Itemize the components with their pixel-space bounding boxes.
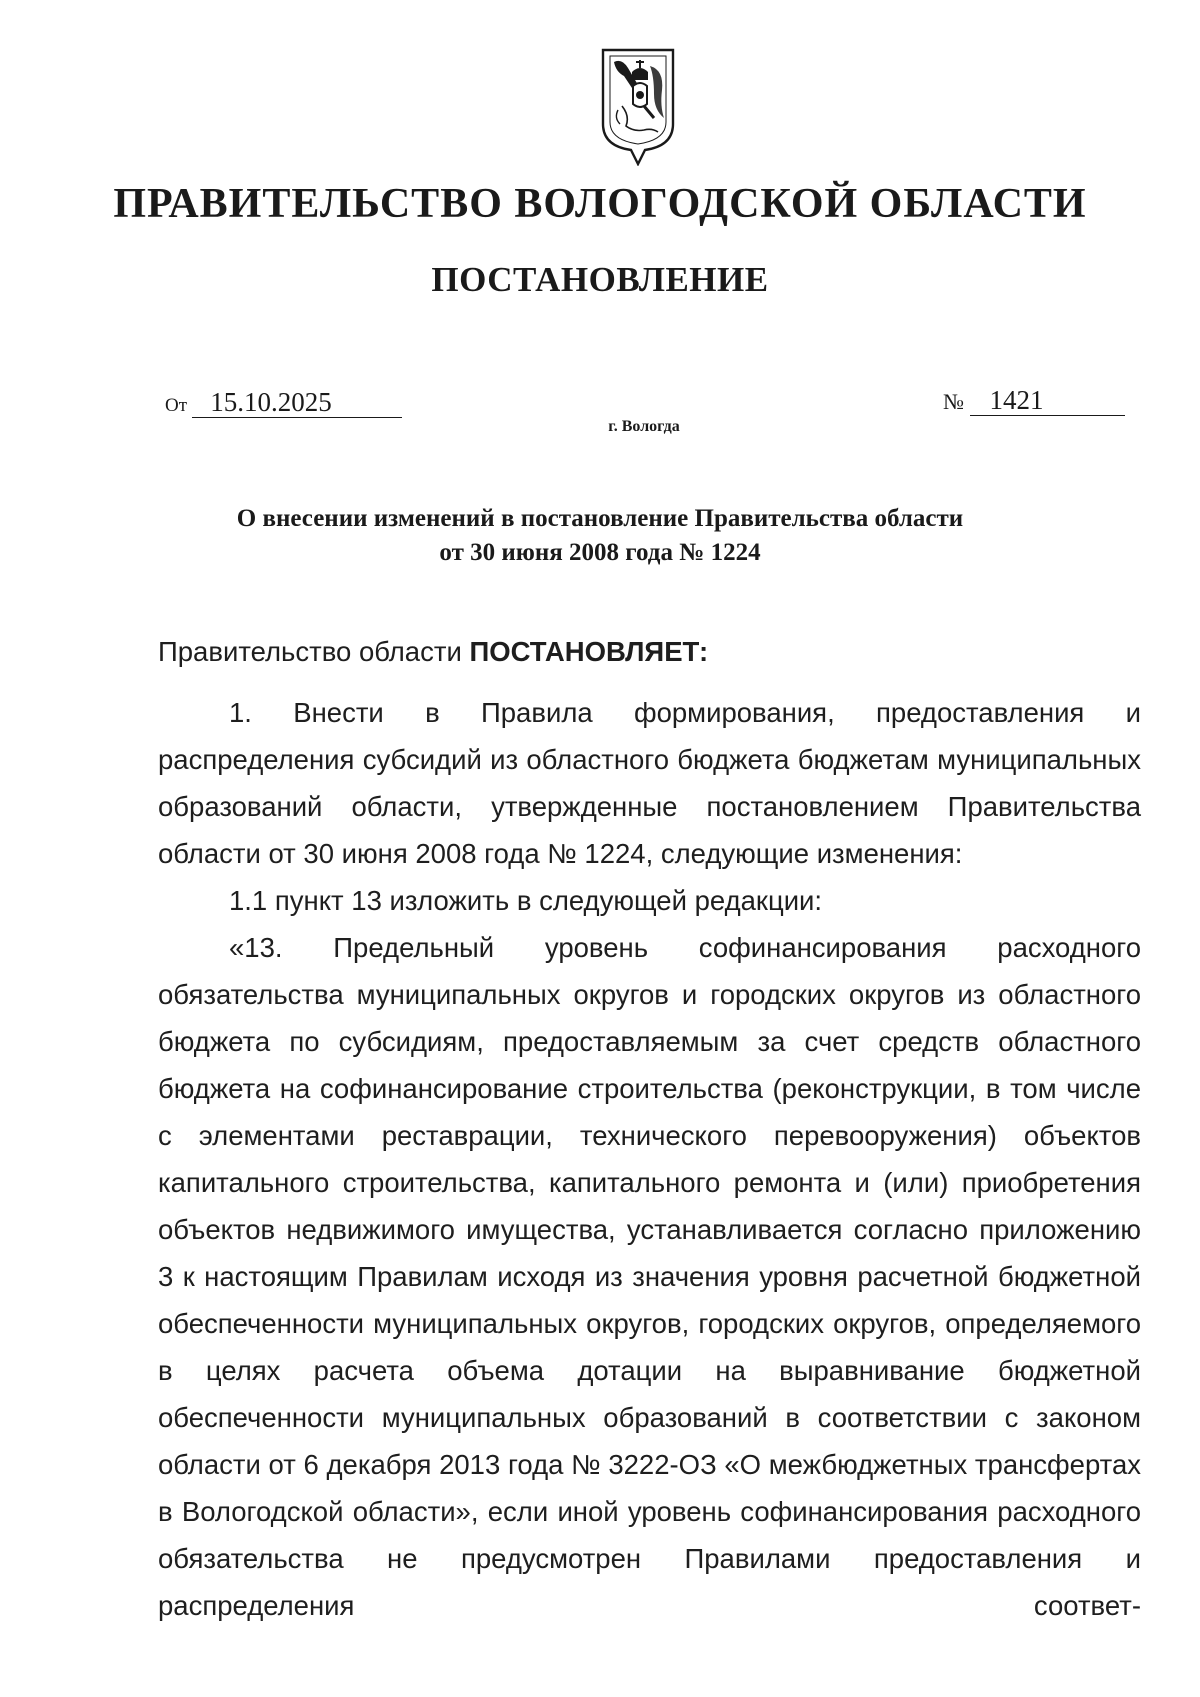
document-body [158, 628, 1141, 1629]
city-label: г. Вологда [608, 418, 680, 435]
document-number [943, 385, 1125, 416]
number-value: 1421 [970, 385, 1125, 416]
intro-paragraph [158, 628, 1141, 675]
document-date [165, 387, 402, 418]
intro-text: Правительство области [158, 636, 470, 667]
date-prefix: От [165, 395, 188, 416]
document-type: ПОСТАНОВЛЕНИЕ [431, 260, 769, 299]
number-prefix: № [943, 389, 964, 414]
subject-line-2: от 30 июня 2008 года № 1224 [439, 539, 761, 566]
subject-line-1: О внесении изменений в постановление Правительства области [236, 505, 964, 532]
paragraph-13: «13. Предельный уровень софинансирования расходного обязательства муниципальных округов и городских округов из областного бюджета по субсидиям, предоставляемым за счет средств областного бюджета на софинансирование строительства (реконструкции, в том числе с элементами реставрации, технического перевооружения) объектов капитального строительства, капитального ремонта и (или) приобретения объектов недвижимого имущества, устанавливается согласно приложению 3 к настоящим Правилам исходя из значения уровня расчетной бюджетной обеспеченности муниципальных округов, городских округов, определяемого в целях расчета объема дотации на выравнивание бюджетной обеспеченности муниципальных образований в соответствии с законом области от 6 декабря 2013 года № 3222-ОЗ «О межбюджетных трансфертах в Вологодской области», если иной уровень софинансирования расходного обязательства не предусмотрен Правилами предоставления и распределения соответ- [158, 932, 1141, 1621]
document-subject [0, 502, 1200, 570]
paragraph-1: 1. Внести в Правила формирования, предоставления и распределения субсидий из областного бюджета бюджетам муниципальных образований области, утвержденные постановлением Правительства области от 30 июня 2008 года № 1224, следующие изменения: [158, 697, 1141, 869]
vologda-coat-of-arms-icon [600, 46, 676, 166]
government-title: ПРАВИТЕЛЬСТВО ВОЛОГОДСКОЙ ОБЛАСТИ [113, 181, 1087, 227]
date-value: 15.10.2025 [192, 387, 402, 418]
intro-decree-word: ПОСТАНОВЛЯЕТ: [469, 636, 709, 667]
paragraph-1-1: 1.1 пункт 13 изложить в следующей редакции: [229, 885, 823, 916]
